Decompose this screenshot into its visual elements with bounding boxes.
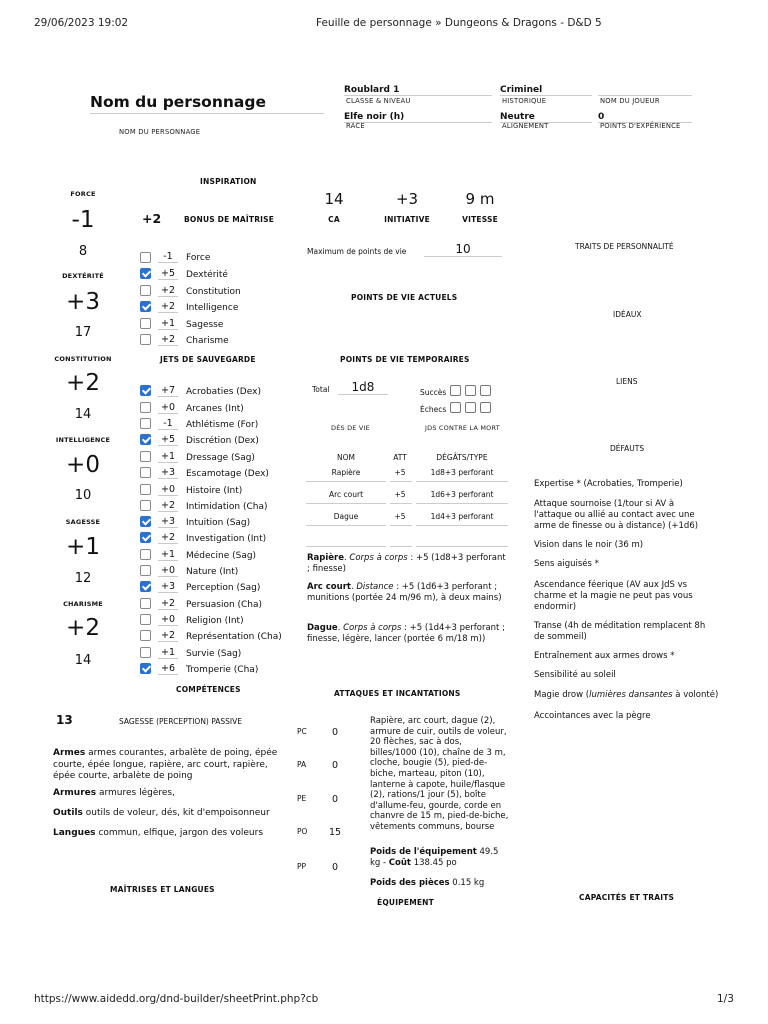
armor-class-value: 14 [324,190,344,208]
save-name: Dextérité [186,270,228,280]
ability-label: CHARISME [63,600,103,608]
death-failure-label: Échecs [420,405,447,414]
skill-name: Histoire (Int) [186,486,243,496]
equipment-list: Rapière, arc court, dague (2), armure de cuir, outils de voleur, 20 flèches, sac à dos, billes/1000 (10), chaîne de 3 m, cloche, bougie (5), pied-de-biche, marteau, piton (10), lanterne à capote, huile/flasque (2), rations/1 jour (5), boîte d'allume-feu, gourde, corde en chanvre de 15 m, pied-de-biche, vêtements communs, bourse [370,716,509,832]
skill-name: Nature (Int) [186,567,239,577]
character-name: Nom du personnage [90,93,324,114]
race-label: RACE [346,122,365,130]
save-name: Intelligence [186,303,239,313]
coin-label: PC [297,727,307,736]
attack-note: Rapière. Corps à corps : +5 (1d8+3 perforant ; finesse) [307,553,506,574]
save-name: Constitution [186,287,241,297]
character-name-label: NOM DU PERSONNAGE [119,128,201,136]
attack-bonus: +5 [394,468,406,477]
skill-name: Arcanes (Int) [186,404,244,414]
save-proficiency-checkbox[interactable] [140,285,151,296]
skill-proficiency-checkbox[interactable] [140,565,151,576]
skill-modifier: +0 [158,484,178,496]
feature-item: Attaque sournoise (1/tour si AV à l'attaque ou allié au contact avec une arme de finesse ou à distance) (+1d6) [534,499,699,531]
attack-note: Dague. Corps à corps : +5 (1d4+3 perforant ; finesse, légère, lancer (portée 6 m/18 m)) [307,623,505,644]
skill-name: Persuasion (Cha) [186,600,263,610]
feature-item: Sens aiguisés * [534,559,599,569]
save-modifier: +2 [158,301,178,313]
initiative-label: INITIATIVE [384,215,430,224]
feature-item: Transe (4h de méditation remplacent 8h de sommeil) [534,621,706,642]
attack-name: Arc court [328,490,364,499]
skill-modifier: +5 [158,434,178,446]
personality-traits-label: TRAITS DE PERSONNALITÉ [575,242,674,251]
death-failure-checkbox[interactable] [465,402,476,413]
save-modifier: +2 [158,285,178,297]
inspiration-label: INSPIRATION [200,177,257,186]
skill-proficiency-checkbox[interactable] [140,402,151,413]
ability-label: FORCE [70,190,96,198]
attack-header-name: NOM [337,453,355,462]
skill-proficiency-checkbox[interactable] [140,451,151,462]
save-name: Force [186,253,211,263]
experience-points: 0 [598,112,692,123]
skill-modifier: +0 [158,614,178,626]
attack-bonus: +5 [394,512,406,521]
save-modifier: +2 [158,334,178,346]
skill-modifier: +1 [158,451,178,463]
skill-name: Dressage (Sag) [186,453,255,463]
death-success-checkbox[interactable] [480,385,491,396]
skill-name: Escamotage (Dex) [186,469,269,479]
ability-score: 8 [78,244,88,259]
feature-drow-magic: Magie drow (lumières dansantes à volonté) [534,690,719,700]
max-hp-value: 10 [424,242,502,257]
alignment: Neutre [500,112,592,123]
skill-name: Discrétion (Dex) [186,436,259,446]
skill-modifier: +0 [158,402,178,414]
skill-proficiency-checkbox[interactable] [140,630,151,641]
save-modifier: -1 [158,251,178,263]
skill-modifier: +7 [158,385,178,397]
attack-bonus: +5 [394,490,406,499]
skill-proficiency-checkbox[interactable] [140,581,151,592]
death-failure-checkbox[interactable] [480,402,491,413]
skill-modifier: +3 [158,467,178,479]
ability-label: DEXTÉRITÉ [62,272,104,280]
skill-modifier: +3 [158,581,178,593]
coin-label: PO [297,827,308,836]
print-page-number: 1/3 [717,993,734,1005]
coin-label: PE [297,794,307,803]
skill-name: Survie (Sag) [186,649,242,659]
skill-modifier: +2 [158,532,178,544]
skill-modifier: +3 [158,516,178,528]
skill-proficiency-checkbox[interactable] [140,385,151,396]
initiative-value: +3 [395,190,419,208]
death-success-checkbox[interactable] [450,385,461,396]
prof-weapons: Armes armes courantes, arbalète de poing, épée courte, épée longue, rapière, arc court, rapière, épée courte, arbalète de poing [53,748,278,781]
save-proficiency-checkbox[interactable] [140,301,151,312]
save-modifier: +1 [158,318,178,330]
proficiencies-title: MAÎTRISES ET LANGUES [110,885,215,894]
skill-proficiency-checkbox[interactable] [140,516,151,527]
skill-name: Investigation (Int) [186,534,267,544]
attack-name: Dague [333,512,359,521]
skill-name: Médecine (Sag) [186,551,257,561]
temp-hp-label: POINTS DE VIE TEMPORAIRES [340,355,470,364]
prof-tools: Outils outils de voleur, dés, kit d'empoisonneur [53,808,270,818]
background-label: HISTORIQUE [502,97,547,105]
ability-label: INTELLIGENCE [55,436,111,444]
skill-modifier: +1 [158,549,178,561]
save-name: Charisme [186,336,229,346]
max-hp-label: Maximum de points de vie [307,247,407,256]
skill-proficiency-checkbox[interactable] [140,484,151,495]
print-url: https://www.aidedd.org/dnd-builder/sheetPrint.php?cb [34,993,319,1005]
class-level-label: CLASSE & NIVEAU [346,97,411,105]
proficiency-bonus-label: BONUS DE MAÎTRISE [184,215,275,224]
ability-modifier: +0 [66,452,100,478]
skill-proficiency-checkbox[interactable] [140,532,151,543]
coin-value: 15 [328,827,342,838]
coin-value: 0 [331,862,339,873]
save-proficiency-checkbox[interactable] [140,318,151,329]
skill-modifier: +2 [158,630,178,642]
skill-modifier: +2 [158,598,178,610]
equipment-weight: Poids de l'équipement 49.5 kg - Coût 138.45 po [370,847,499,868]
experience-points-label: POINTS D'EXPÉRIENCE [600,122,681,130]
feature-item: Entraînement aux armes drows * [534,651,675,661]
ability-label: CONSTITUTION [54,355,112,363]
attack-damage: 1d8+3 perforant [430,468,494,477]
feature-item: Vision dans le noir (36 m) [534,540,644,550]
skill-modifier: +0 [158,565,178,577]
ability-score: 12 [74,571,92,586]
race: Elfe noir (h) [344,112,492,123]
equipment-title: ÉQUIPEMENT [377,898,434,907]
death-failure-checkbox[interactable] [450,402,461,413]
attack-note: Arc court. Distance : +5 (1d6+3 perforant ; munitions (portée 24 m/96 m), à deux mains) [307,582,502,603]
ability-label: SAGESSE [65,518,101,526]
ideals-label: IDÉAUX [613,310,642,319]
ability-modifier: +3 [66,289,100,315]
speed-label: VITESSE [462,215,498,224]
features-title: CAPACITÉS ET TRAITS [579,893,675,902]
flaws-label: DÉFAUTS [610,444,645,453]
passive-perception-value: 13 [56,713,73,727]
skill-name: Représentation (Cha) [186,632,282,642]
death-saves-label: JDS CONTRE LA MORT [425,424,500,432]
attack-header-att: ATT [393,453,407,462]
skill-modifier: +6 [158,663,178,675]
skill-modifier: +1 [158,647,178,659]
skills-title: COMPÉTENCES [176,685,241,694]
skill-name: Athlétisme (For) [186,420,259,430]
proficiency-bonus-value: +2 [142,211,162,226]
coin-weight: Poids des pièces 0.15 kg [370,878,485,888]
skill-proficiency-checkbox[interactable] [140,549,151,560]
ability-score: 10 [74,488,92,503]
saving-throws-title: JETS DE SAUVEGARDE [160,355,256,364]
attack-damage: 1d6+3 perforant [430,490,494,499]
save-proficiency-checkbox[interactable] [140,252,151,263]
current-hp-label: POINTS DE VIE ACTUELS [351,293,458,302]
skill-proficiency-checkbox[interactable] [140,500,151,511]
player-name [598,85,692,96]
coin-value: 0 [331,727,339,738]
save-modifier: +5 [158,268,178,280]
print-datetime: 29/06/2023 19:02 [34,17,129,29]
skill-modifier: -1 [158,418,178,430]
feature-contacts: Accointances avec la pègre [534,711,651,721]
ability-modifier: +2 [66,615,100,641]
skill-proficiency-checkbox[interactable] [140,598,151,609]
skill-name: Acrobaties (Dex) [186,387,261,397]
background: Criminel [500,85,592,96]
coin-value: 0 [331,794,339,805]
skill-name: Intuition (Sag) [186,518,251,528]
save-proficiency-checkbox[interactable] [140,334,151,345]
attack-name: Rapière [331,468,361,477]
ability-score: 14 [74,653,92,668]
ability-modifier: -1 [71,207,95,233]
skill-proficiency-checkbox[interactable] [140,647,151,658]
skill-name: Perception (Sag) [186,583,261,593]
speed-value: 9 m [465,190,495,208]
print-title: Feuille de personnage » Dungeons & Dragons - D&D 5 [316,17,602,29]
save-proficiency-checkbox[interactable] [140,268,151,279]
class-level: Roublard 1 [344,85,492,96]
ability-modifier: +1 [66,534,100,560]
death-success-label: Succès [420,388,447,397]
hit-dice-value: 1d8 [338,380,388,395]
armor-class-label: CA [328,215,340,224]
ability-modifier: +2 [66,370,100,396]
hit-dice-label: DÉS DE VIE [331,424,370,432]
attack-header-damage: DÉGÂTS/TYPE [436,453,488,462]
skill-modifier: +2 [158,500,178,512]
skill-name: Tromperie (Cha) [186,665,259,675]
ability-score: 17 [74,325,92,340]
coin-value: 0 [331,760,339,771]
attacks-title: ATTAQUES ET INCANTATIONS [334,689,461,698]
feature-sunlight: Sensibilité au soleil [534,670,616,680]
skill-proficiency-checkbox[interactable] [140,663,151,674]
skill-proficiency-checkbox[interactable] [140,418,151,429]
coin-label: PP [297,862,307,871]
coin-label: PA [297,760,307,769]
death-success-checkbox[interactable] [465,385,476,396]
skill-proficiency-checkbox[interactable] [140,614,151,625]
prof-languages: Langues commun, elfique, jargon des voleurs [53,828,264,838]
skill-proficiency-checkbox[interactable] [140,467,151,478]
alignment-label: ALIGNEMENT [502,122,549,130]
passive-perception-label: SAGESSE (PERCEPTION) PASSIVE [119,717,243,726]
bonds-label: LIENS [616,377,638,386]
feature-item: Ascendance féerique (AV aux JdS vs charme et la magie ne peut pas vous endormir) [534,580,693,612]
attack-damage: 1d4+3 perforant [430,512,494,521]
skill-name: Intimidation (Cha) [186,502,268,512]
ability-score: 14 [74,407,92,422]
skill-proficiency-checkbox[interactable] [140,434,151,445]
feature-item: Expertise * (Acrobaties, Tromperie) [534,479,683,489]
hit-dice-total-label: Total [312,385,330,394]
prof-armor: Armures armures légères, [53,788,175,798]
skill-name: Religion (Int) [186,616,244,626]
player-name-label: NOM DU JOUEUR [600,97,660,105]
save-name: Sagesse [186,320,224,330]
